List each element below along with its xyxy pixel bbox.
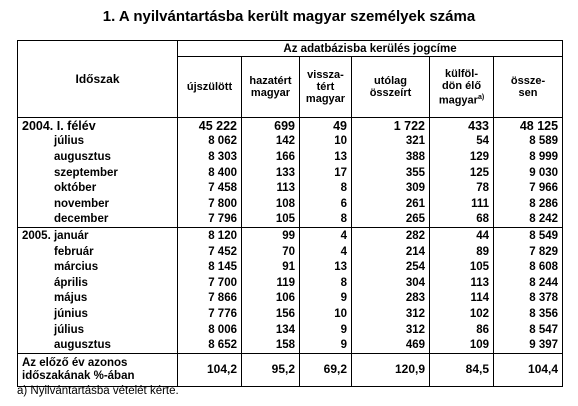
value-cell: 4 <box>300 244 352 260</box>
value-cell: 254 <box>352 259 430 275</box>
value-cell: 9 <box>300 322 352 338</box>
value-cell: 8 547 <box>494 322 563 338</box>
value-cell: 1 722 <box>352 118 430 134</box>
value-cell: 13 <box>300 259 352 275</box>
table-row <box>18 196 563 212</box>
value-cell: 312 <box>352 306 430 322</box>
table-row <box>18 228 563 244</box>
period-label: augusztus <box>18 149 178 165</box>
value-cell: 10 <box>300 134 352 150</box>
value-cell: 91 <box>242 259 300 275</box>
period-label: október <box>18 180 178 196</box>
value-cell: 114 <box>430 291 494 307</box>
summary-value: 104,4 <box>494 353 563 386</box>
period-label: július <box>18 134 178 150</box>
value-cell: 70 <box>242 244 300 260</box>
summary-row <box>18 353 563 386</box>
value-cell: 54 <box>430 134 494 150</box>
period-label: augusztus <box>18 337 178 353</box>
table-row <box>18 118 563 134</box>
value-cell: 105 <box>430 259 494 275</box>
value-cell: 8 <box>300 180 352 196</box>
summary-label-line: időszakának %-ában <box>22 369 135 382</box>
column-header-line: sen <box>518 87 538 99</box>
value-cell: 7 458 <box>178 180 242 196</box>
value-cell: 48 125 <box>494 118 563 134</box>
value-cell: 108 <box>242 196 300 212</box>
value-cell: 7 796 <box>178 212 242 228</box>
column-header-line: össze- <box>510 75 546 87</box>
period-label: november <box>18 196 178 212</box>
table-row <box>18 149 563 165</box>
footnote-marker: a) <box>477 93 485 101</box>
value-cell: 17 <box>300 165 352 181</box>
table-row <box>18 322 563 338</box>
column-header <box>352 57 430 118</box>
value-cell: 113 <box>242 180 300 196</box>
table-body <box>18 118 563 387</box>
column-header-line: újszülött <box>186 81 233 93</box>
value-cell: 156 <box>242 306 300 322</box>
summary-label <box>18 353 178 386</box>
group-header: Az adatbázisba kerülés jogcíme <box>178 41 563 57</box>
column-header <box>430 57 494 118</box>
value-cell: 125 <box>430 165 494 181</box>
value-cell: 119 <box>242 275 300 291</box>
value-cell: 433 <box>430 118 494 134</box>
table-row <box>18 259 563 275</box>
value-cell: 8 244 <box>494 275 563 291</box>
value-cell: 106 <box>242 291 300 307</box>
summary-value: 104,2 <box>178 353 242 386</box>
value-cell: 134 <box>242 322 300 338</box>
value-cell: 8 356 <box>494 306 563 322</box>
value-cell: 8 242 <box>494 212 563 228</box>
value-cell: 8 378 <box>494 291 563 307</box>
table-row <box>18 212 563 228</box>
summary-value: 95,2 <box>242 353 300 386</box>
value-cell: 8 999 <box>494 149 563 165</box>
value-cell: 7 776 <box>178 306 242 322</box>
period-label: április <box>18 275 178 291</box>
value-cell: 133 <box>242 165 300 181</box>
value-cell: 7 452 <box>178 244 242 260</box>
period-label: 2004. I. félév <box>18 118 178 134</box>
value-cell: 304 <box>352 275 430 291</box>
value-cell: 10 <box>300 306 352 322</box>
period-label: július <box>18 322 178 338</box>
summary-value: 84,5 <box>430 353 494 386</box>
value-cell: 44 <box>430 228 494 244</box>
column-header-line: hazatért <box>249 75 292 87</box>
table-row <box>18 165 563 181</box>
statistics-table <box>17 40 563 387</box>
value-cell: 8 120 <box>178 228 242 244</box>
value-cell: 312 <box>352 322 430 338</box>
summary-value: 120,9 <box>352 353 430 386</box>
column-header <box>300 57 352 118</box>
period-label: május <box>18 291 178 307</box>
period-label: június <box>18 306 178 322</box>
value-cell: 6 <box>300 196 352 212</box>
value-cell: 355 <box>352 165 430 181</box>
period-header: Időszak <box>18 41 178 118</box>
column-header-line: magyar <box>438 94 478 107</box>
value-cell: 8 <box>300 212 352 228</box>
value-cell: 166 <box>242 149 300 165</box>
value-cell: 99 <box>242 228 300 244</box>
value-cell: 8 303 <box>178 149 242 165</box>
value-cell: 283 <box>352 291 430 307</box>
value-cell: 8 549 <box>494 228 563 244</box>
value-cell: 105 <box>242 212 300 228</box>
table-row <box>18 134 563 150</box>
value-cell: 699 <box>242 118 300 134</box>
value-cell: 142 <box>242 134 300 150</box>
table-row <box>18 244 563 260</box>
value-cell: 89 <box>430 244 494 260</box>
period-label: december <box>18 212 178 228</box>
column-header <box>242 57 300 118</box>
period-label: február <box>18 244 178 260</box>
value-cell: 8 006 <box>178 322 242 338</box>
column-header-line: magyar <box>250 87 291 99</box>
value-cell: 4 <box>300 228 352 244</box>
value-cell: 8 145 <box>178 259 242 275</box>
value-cell: 68 <box>430 212 494 228</box>
table-row <box>18 306 563 322</box>
table-row <box>18 291 563 307</box>
column-header-line: magyar <box>305 93 346 105</box>
value-cell: 8 400 <box>178 165 242 181</box>
table-row <box>18 180 563 196</box>
summary-value: 69,2 <box>300 353 352 386</box>
value-cell: 309 <box>352 180 430 196</box>
value-cell: 9 <box>300 337 352 353</box>
value-cell: 282 <box>352 228 430 244</box>
table-header <box>18 41 563 118</box>
value-cell: 7 829 <box>494 244 563 260</box>
value-cell: 102 <box>430 306 494 322</box>
value-cell: 469 <box>352 337 430 353</box>
value-cell: 158 <box>242 337 300 353</box>
value-cell: 265 <box>352 212 430 228</box>
value-cell: 109 <box>430 337 494 353</box>
value-cell: 7 966 <box>494 180 563 196</box>
value-cell: 8 286 <box>494 196 563 212</box>
value-cell: 214 <box>352 244 430 260</box>
value-cell: 7 700 <box>178 275 242 291</box>
column-header-line: vissza- <box>307 69 344 81</box>
column-header-line: összeírt <box>369 87 412 99</box>
column-header-line: külföl- <box>445 67 478 80</box>
value-cell: 8 062 <box>178 134 242 150</box>
period-label: 2005. január <box>18 228 178 244</box>
footnote: a) Nyilvántartásba vételét kérte. <box>17 385 179 397</box>
value-cell: 13 <box>300 149 352 165</box>
value-cell: 111 <box>430 196 494 212</box>
column-header <box>178 57 242 118</box>
value-cell: 388 <box>352 149 430 165</box>
value-cell: 45 222 <box>178 118 242 134</box>
column-header-line: utólag <box>374 75 407 87</box>
value-cell: 9 397 <box>494 337 563 353</box>
column-header-line: tért <box>316 81 335 93</box>
value-cell: 7 866 <box>178 291 242 307</box>
column-header <box>494 57 563 118</box>
page-title: 1. A nyilvántartásba került magyar személyek száma <box>102 8 476 25</box>
value-cell: 78 <box>430 180 494 196</box>
period-label: március <box>18 259 178 275</box>
table-row <box>18 337 563 353</box>
value-cell: 8 589 <box>494 134 563 150</box>
value-cell: 49 <box>300 118 352 134</box>
value-cell: 321 <box>352 134 430 150</box>
value-cell: 9 030 <box>494 165 563 181</box>
table-row <box>18 275 563 291</box>
value-cell: 113 <box>430 275 494 291</box>
value-cell: 8 <box>300 275 352 291</box>
period-label: szeptember <box>18 165 178 181</box>
value-cell: 7 800 <box>178 196 242 212</box>
value-cell: 8 652 <box>178 337 242 353</box>
summary-label-line: Az előző év azonos <box>22 356 128 369</box>
value-cell: 261 <box>352 196 430 212</box>
value-cell: 86 <box>430 322 494 338</box>
value-cell: 8 608 <box>494 259 563 275</box>
value-cell: 129 <box>430 149 494 165</box>
column-header-line: dön élő <box>441 79 482 92</box>
value-cell: 9 <box>300 291 352 307</box>
